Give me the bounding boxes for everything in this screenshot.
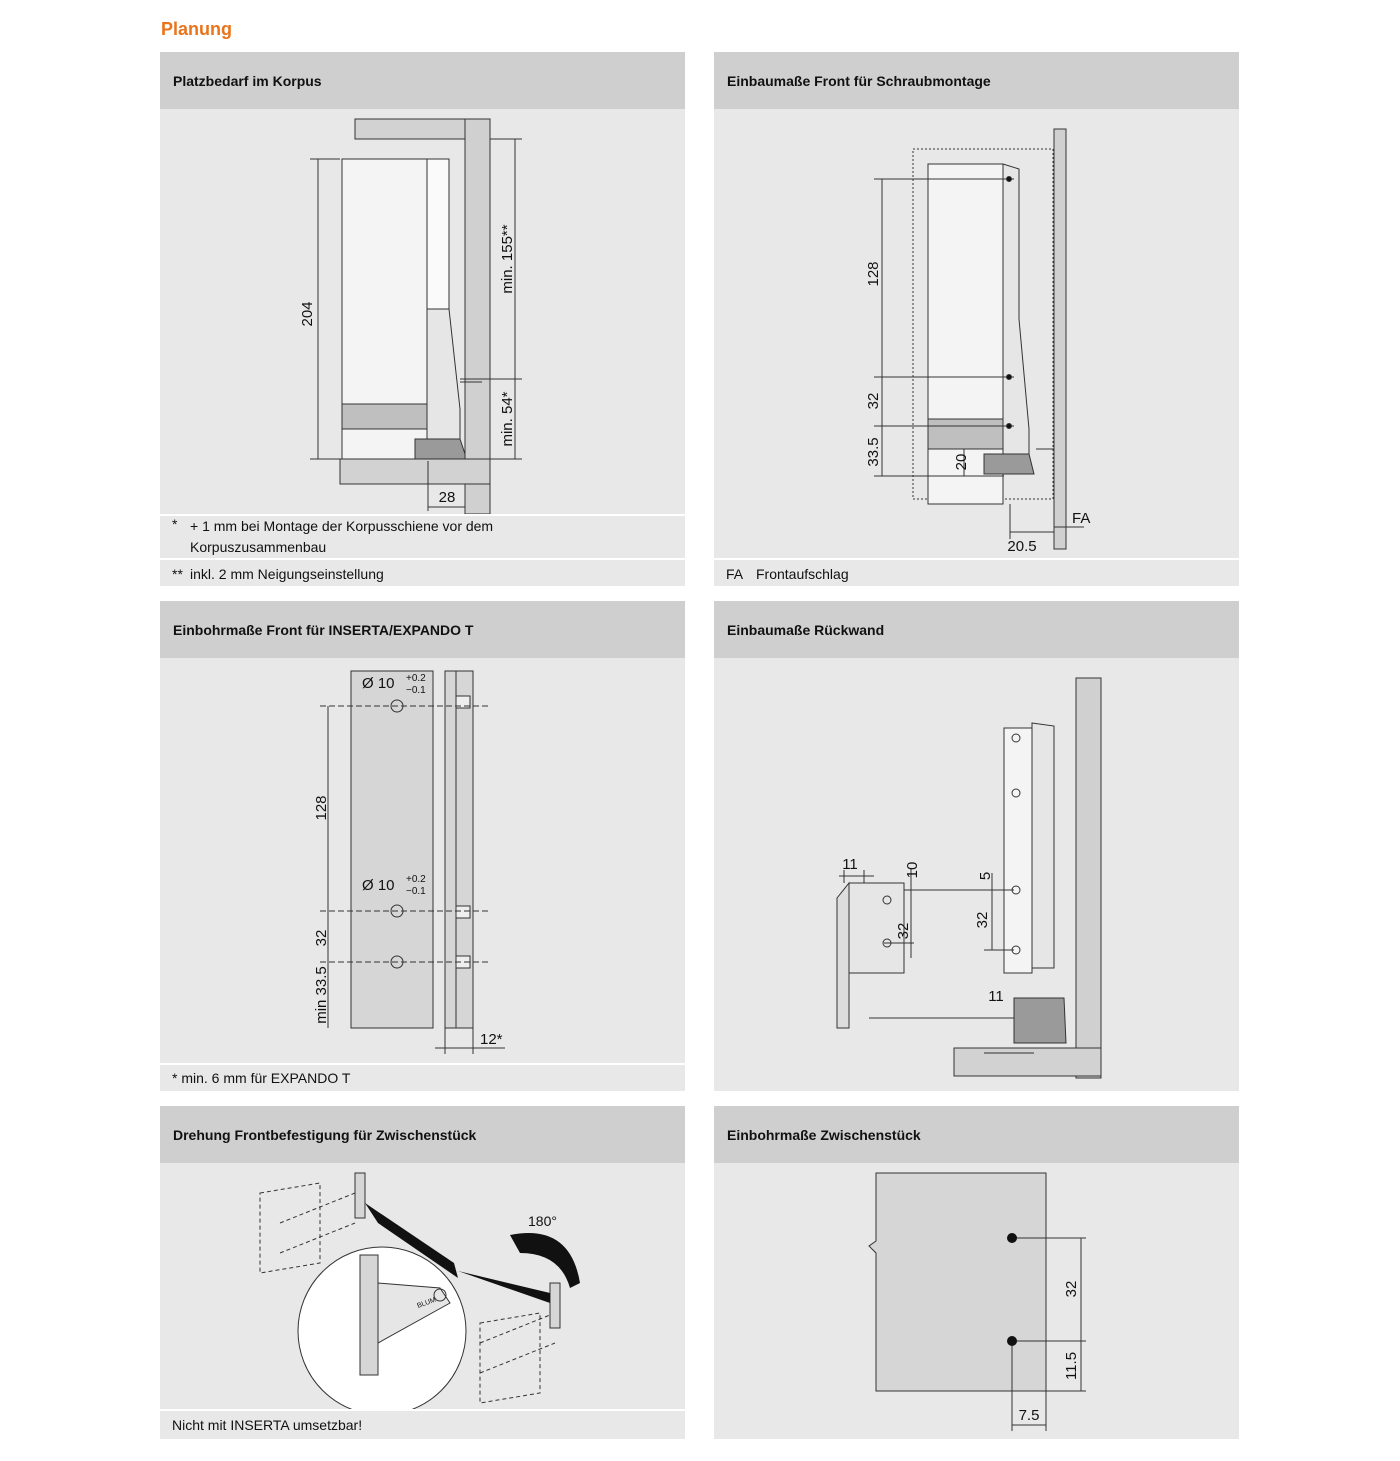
dim-32: 32 xyxy=(865,392,882,410)
footnote-mark: ** xyxy=(172,566,183,582)
drill-hole-upper xyxy=(1007,1233,1017,1243)
panel-title: Einbohrmaße Front für INSERTA/EXPANDO T xyxy=(160,601,685,658)
rotation-angle: 180° xyxy=(528,1213,557,1229)
footnote-expando: * min. 6 mm für EXPANDO T xyxy=(160,1063,685,1091)
dim-11-5: 11.5 xyxy=(1063,1351,1080,1381)
dim-128: 128 xyxy=(865,261,882,287)
panel-drehung xyxy=(160,1106,685,1439)
dim-12: 12* xyxy=(480,1031,503,1048)
footnote-2 xyxy=(160,558,685,588)
dim-20-5: 20.5 xyxy=(1007,538,1037,555)
tol-minus-top: −0.1 xyxy=(406,685,426,696)
panel-title: Einbaumaße Rückwand xyxy=(714,601,1239,658)
dia-label-mid: Ø 10 xyxy=(362,877,395,894)
dim-7-5: 7.5 xyxy=(1018,1407,1040,1424)
dim-5: 5 xyxy=(977,871,994,881)
dim-10: 10 xyxy=(904,861,921,879)
dim-204: 204 xyxy=(299,301,316,327)
panel-platzbedarf xyxy=(160,52,685,586)
dim-min-33-5: min 33.5 xyxy=(313,966,330,1024)
tol-plus-mid: +0.2 xyxy=(406,874,426,885)
dim-33-5: 33.5 xyxy=(865,437,882,467)
panel-einbohrmasse-front xyxy=(160,601,685,1091)
drawing-platzbedarf xyxy=(160,109,685,514)
tol-minus-mid: −0.1 xyxy=(406,886,426,897)
footnote-inserta: Nicht mit INSERTA umsetzbar! xyxy=(160,1409,685,1439)
dim-28: 28 xyxy=(438,489,456,506)
drawing-einbaumasse-front xyxy=(714,109,1239,556)
dim-32-left: 32 xyxy=(895,922,912,940)
drawing-drehung xyxy=(160,1163,685,1409)
dim-min155: min. 155** xyxy=(499,224,516,294)
dim-128: 128 xyxy=(313,795,330,821)
footnote-text: inkl. 2 mm Neigungseinstellung xyxy=(190,565,384,582)
dim-fa: FA xyxy=(1072,510,1091,527)
panel-title: Platzbedarf im Korpus xyxy=(160,52,685,109)
panel-title: Einbaumaße Front für Schraubmontage xyxy=(714,52,1239,109)
tol-plus-top: +0.2 xyxy=(406,673,426,684)
dim-32: 32 xyxy=(313,929,330,947)
footnote-mark: FA xyxy=(726,566,744,582)
drawing-zwischenstueck xyxy=(714,1163,1239,1439)
panel-title: Drehung Frontbefestigung für Zwischenstück xyxy=(160,1106,685,1163)
panel-rueckwand xyxy=(714,601,1239,1091)
dim-11-top: 11 xyxy=(842,856,858,873)
dim-11-bottom: 11 xyxy=(988,988,1004,1005)
panel-title: Einbohrmaße Zwischenstück xyxy=(714,1106,1239,1163)
panel-zwischenstueck xyxy=(714,1106,1239,1439)
footnote-1 xyxy=(160,514,685,558)
footnote-text: + 1 mm bei Montage der Korpusschiene vor dem Korpuszusammenbau xyxy=(190,518,494,555)
footnote-text: Frontaufschlag xyxy=(756,565,849,582)
page-title: Planung xyxy=(161,19,232,39)
drill-hole-lower xyxy=(1007,1336,1017,1346)
dim-min54: min. 54* xyxy=(499,391,516,447)
dim-32-right: 32 xyxy=(974,911,991,929)
dia-label-top: Ø 10 xyxy=(362,675,395,692)
footnote-fa xyxy=(714,558,1239,588)
dim-32: 32 xyxy=(1063,1280,1080,1298)
brand-mark: BLUM xyxy=(416,1296,437,1310)
drawing-rueckwand xyxy=(714,658,1239,1091)
dim-20: 20 xyxy=(953,453,970,471)
panel-einbaumasse-front xyxy=(714,52,1239,586)
drawing-einbohrmasse-front xyxy=(160,658,685,1061)
footnote-mark: * xyxy=(172,516,178,532)
